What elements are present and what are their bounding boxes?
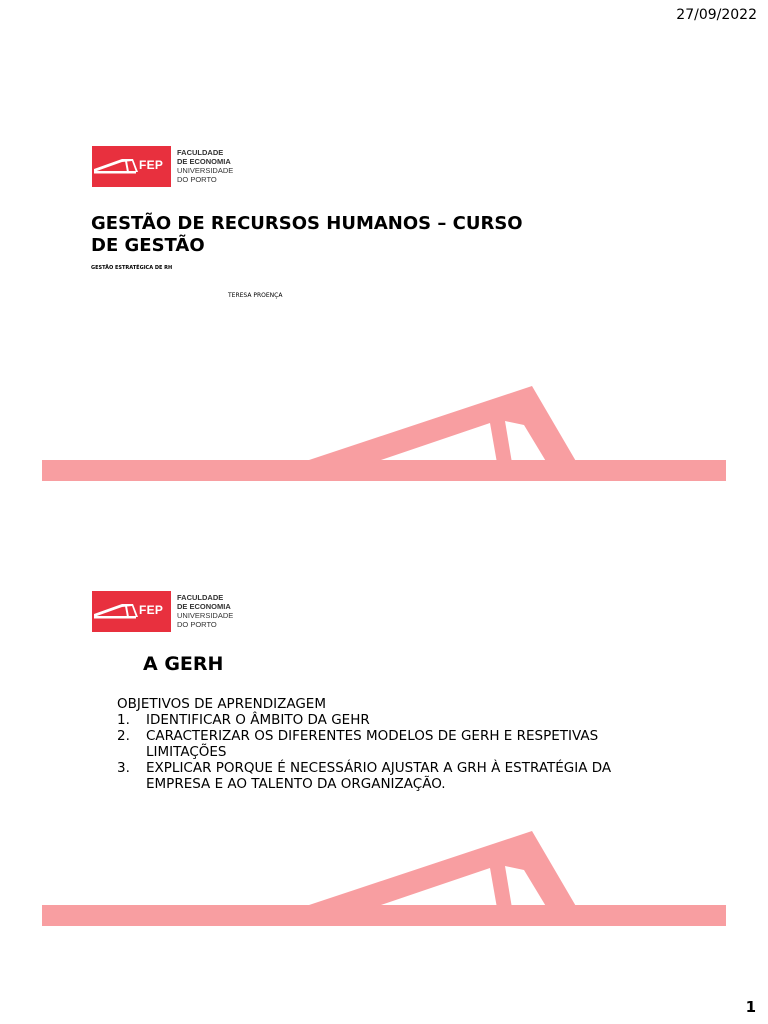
slide-1-subtitle: GESTÃO ESTRATÉGICA DE RH bbox=[91, 265, 173, 271]
fep-logo-mark bbox=[92, 591, 171, 632]
logo-line-3: UNIVERSIDADE bbox=[177, 166, 234, 175]
fep-logo-text bbox=[177, 148, 233, 184]
objectives-list bbox=[117, 712, 637, 792]
objective-text: CARACTERIZAR OS DIFERENTES MODELOS DE GERH E RESPETIVAS LIMITAÇÕES bbox=[146, 728, 599, 760]
slide-2 bbox=[0, 575, 768, 935]
print-date: 27/09/2022 bbox=[676, 7, 757, 23]
fep-logo-text bbox=[177, 593, 233, 629]
objective-item bbox=[117, 760, 637, 792]
fep-logo bbox=[92, 145, 233, 187]
objective-text: EXPLICAR PORQUE É NECESSÁRIO AJUSTAR A GRH À ESTRATÉGIA DA EMPRESA E AO TALENTO DA ORGANIZAÇÃO. bbox=[146, 760, 612, 792]
slide-1-title: GESTÃO DE RECURSOS HUMANOS – CURSO DE GESTÃO bbox=[91, 213, 523, 256]
objective-number: 2. bbox=[117, 728, 130, 744]
fep-logo-abbr: FEP bbox=[139, 157, 164, 172]
fep-logo-abbr: FEP bbox=[139, 602, 164, 617]
bridge-decoration bbox=[42, 830, 726, 930]
slide-2-title: A GERH bbox=[143, 653, 224, 675]
learning-objectives bbox=[117, 696, 637, 792]
objective-item bbox=[117, 712, 637, 728]
author-name: TERESA PROENÇA bbox=[228, 292, 283, 299]
logo-line-2: DE ECONOMIA bbox=[177, 602, 231, 611]
logo-line-4: DO PORTO bbox=[177, 620, 217, 629]
page-number: 1 bbox=[745, 998, 756, 1016]
logo-line-1: FACULDADE bbox=[177, 148, 224, 157]
slide-1 bbox=[0, 130, 768, 500]
objective-number: 3. bbox=[117, 760, 130, 776]
logo-line-3: UNIVERSIDADE bbox=[177, 611, 234, 620]
bridge-decoration bbox=[42, 385, 726, 485]
fep-logo bbox=[92, 590, 233, 632]
logo-line-1: FACULDADE bbox=[177, 593, 224, 602]
objective-item bbox=[117, 728, 637, 760]
objectives-heading: OBJETIVOS DE APRENDIZAGEM bbox=[117, 696, 326, 712]
logo-line-4: DO PORTO bbox=[177, 175, 217, 184]
objective-text: IDENTIFICAR O ÂMBITO DA GEHR bbox=[146, 712, 370, 728]
objective-number: 1. bbox=[117, 712, 130, 728]
logo-line-2: DE ECONOMIA bbox=[177, 157, 231, 166]
fep-logo-mark bbox=[92, 146, 171, 187]
